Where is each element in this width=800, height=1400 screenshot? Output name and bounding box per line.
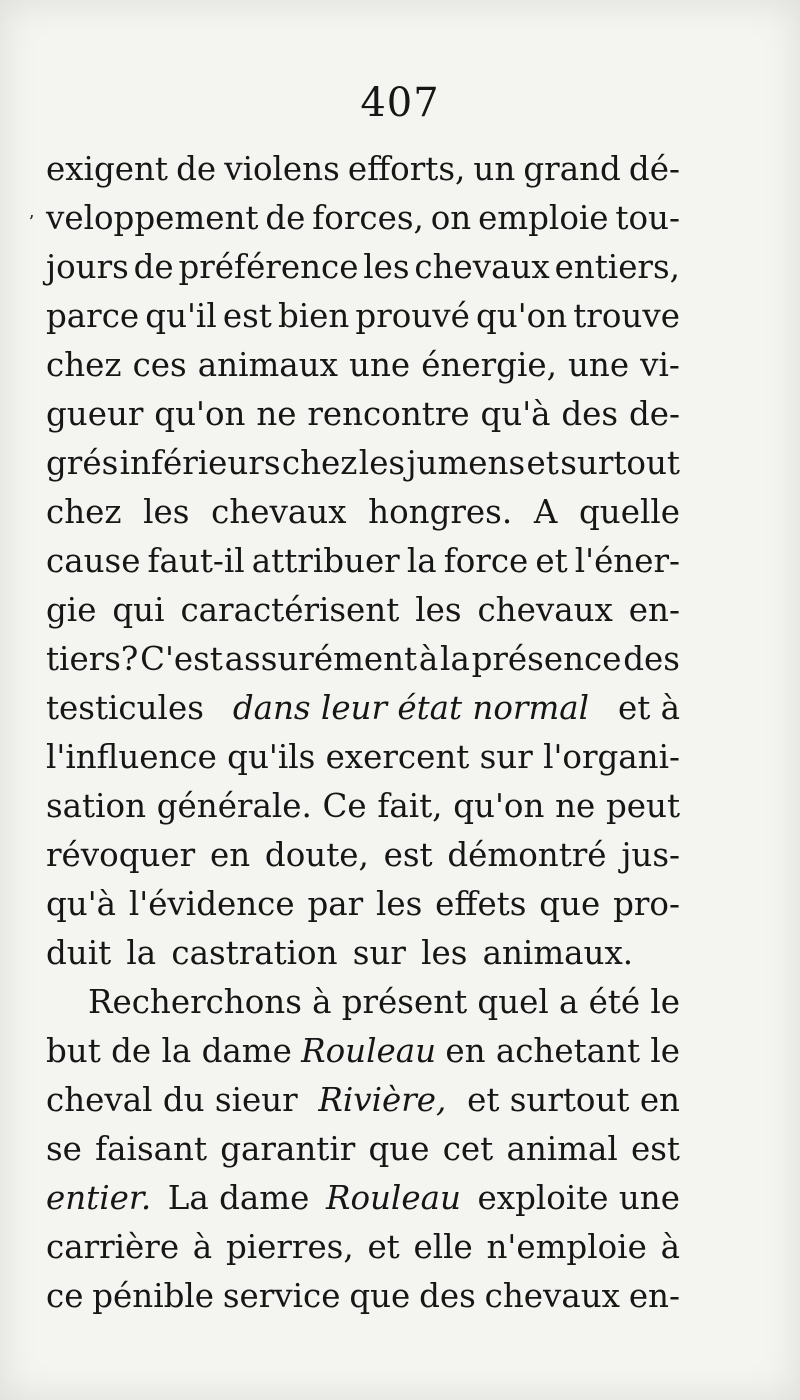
word: jours: [46, 248, 129, 286]
text-span: cheval du sieur: [46, 1081, 298, 1119]
word: se: [46, 1130, 82, 1168]
word: ne: [555, 787, 596, 825]
word: fait,: [377, 787, 443, 825]
word: les: [375, 885, 423, 923]
word: des: [419, 1277, 476, 1315]
text-line: [46, 537, 680, 586]
text-line: [46, 488, 680, 537]
text-line: [46, 978, 680, 1027]
word: hongres.: [368, 493, 513, 531]
word: qu'à: [46, 885, 117, 923]
word: générale.: [156, 787, 312, 825]
word: l'évidence: [128, 885, 295, 923]
word: chevaux: [477, 591, 613, 629]
word: pierres,: [225, 1228, 354, 1266]
word: jus-: [621, 836, 680, 874]
word: à: [660, 1228, 680, 1266]
word: est: [383, 836, 433, 874]
word: en-: [628, 1277, 680, 1315]
word: est: [222, 297, 272, 335]
word: garantir: [220, 1130, 356, 1168]
text-line: [46, 733, 680, 782]
word: le: [650, 983, 680, 1021]
page-number: 407: [360, 80, 440, 126]
word: une: [349, 346, 411, 384]
word: en-: [628, 591, 680, 629]
word: grand: [523, 150, 621, 188]
text-line: [46, 1076, 680, 1125]
word: en: [209, 836, 251, 874]
word: forces,: [312, 199, 424, 237]
word: animaux: [197, 346, 338, 384]
word: démontré: [447, 836, 607, 874]
word: de: [265, 199, 306, 237]
word: doute,: [264, 836, 369, 874]
word: chez: [46, 493, 122, 531]
word: les: [358, 444, 406, 482]
word: la: [440, 640, 470, 678]
word: l'éner-: [574, 542, 680, 580]
word: chez: [46, 346, 122, 384]
word: service: [222, 1277, 341, 1315]
text-line: [46, 1223, 680, 1272]
word: quel: [477, 983, 549, 1021]
text-line: [46, 439, 680, 488]
italic-text: dans leur état normal: [232, 689, 590, 727]
word: veloppement: [46, 199, 259, 237]
word: cet: [442, 1130, 494, 1168]
word: des: [623, 640, 680, 678]
word: cause: [46, 542, 141, 580]
text-line: [46, 1272, 680, 1321]
word: pro-: [613, 885, 680, 923]
word: parce: [46, 297, 140, 335]
word: révoquer: [46, 836, 196, 874]
word: chevaux: [484, 1277, 621, 1315]
word: à: [418, 640, 439, 678]
word: un: [473, 150, 516, 188]
word: les: [363, 248, 410, 286]
word: grés: [46, 444, 119, 482]
word: à: [192, 1228, 213, 1266]
word: A: [533, 493, 558, 531]
margin-mark: ʼ: [28, 212, 34, 233]
word: qui: [112, 591, 165, 629]
word: faisant: [95, 1130, 208, 1168]
text-line: [46, 145, 680, 194]
italic-text: entier.: [46, 1179, 152, 1217]
word: faut-il: [147, 542, 245, 580]
word: l'influence: [46, 738, 217, 776]
word: prouvé: [355, 297, 470, 335]
word: et: [367, 1228, 400, 1266]
word: que: [368, 1130, 430, 1168]
word: gie: [46, 591, 97, 629]
word: on: [430, 199, 472, 237]
text-line: [46, 782, 680, 831]
text-line: [46, 1174, 680, 1223]
word: les: [415, 591, 462, 629]
word: trouve: [573, 297, 680, 335]
word: présence: [471, 640, 622, 678]
italic-text: Rouleau: [325, 1179, 461, 1217]
word: énergie,: [421, 346, 557, 384]
word: par: [307, 885, 364, 923]
word: qu'on: [475, 297, 568, 335]
word: vi-: [640, 346, 680, 384]
word: la: [406, 542, 437, 580]
text-line: [46, 390, 680, 439]
word: exercent: [325, 738, 470, 776]
word: tiers?: [46, 640, 139, 678]
word: exigent: [46, 150, 168, 188]
word: de: [176, 150, 217, 188]
text-span: et surtout en: [467, 1081, 680, 1119]
word: jumens: [406, 444, 526, 482]
word: caractérisent: [180, 591, 400, 629]
word: Recherchons: [88, 983, 302, 1021]
text-span: testicules: [46, 689, 204, 727]
body-text: [46, 145, 680, 1321]
word: que: [349, 1277, 411, 1315]
word: n'emploie: [486, 1228, 647, 1266]
word: qu'ils: [227, 738, 316, 776]
word: emploie: [478, 199, 609, 237]
word: ce: [46, 1277, 84, 1315]
word: des: [561, 395, 619, 433]
word: attribuer: [251, 542, 400, 580]
text-span: but de la dame: [46, 1032, 292, 1070]
word: que: [539, 885, 601, 923]
word: qu'il: [145, 297, 217, 335]
text-span: exploite une: [477, 1179, 680, 1217]
word: de: [133, 248, 174, 286]
word: elle: [413, 1228, 473, 1266]
word: Ce: [322, 787, 367, 825]
word: et: [535, 542, 568, 580]
word: surtout: [560, 444, 680, 482]
text-line: [46, 880, 680, 929]
text-line: [46, 1125, 680, 1174]
text-span: et à: [617, 689, 680, 727]
word: une: [567, 346, 630, 384]
word: chevaux: [211, 493, 347, 531]
word: a: [558, 983, 579, 1021]
word: pénible: [92, 1277, 215, 1315]
word: de-: [628, 395, 680, 433]
word: efforts,: [347, 150, 466, 188]
text-line: [46, 635, 680, 684]
text-line: [46, 831, 680, 880]
word: quelle: [578, 493, 680, 531]
text-line: [46, 194, 680, 243]
word: et: [526, 444, 559, 482]
word: présent: [341, 983, 468, 1021]
word: entiers,: [554, 248, 680, 286]
word: qu'à: [480, 395, 551, 433]
word: qu'on: [453, 787, 545, 825]
word: l'organi-: [543, 738, 680, 776]
word: ne: [256, 395, 297, 433]
word: préférence: [178, 248, 359, 286]
text-line: [46, 586, 680, 635]
word: assurément: [224, 640, 418, 678]
text-line: [46, 1027, 680, 1076]
word: chez: [281, 444, 358, 482]
word: qu'on: [154, 395, 246, 433]
word: ces: [132, 346, 187, 384]
word: à: [312, 983, 332, 1021]
word: effets: [435, 885, 527, 923]
word: peut: [605, 787, 680, 825]
word: C'est: [140, 640, 223, 678]
word: inférieurs: [119, 444, 281, 482]
text-line: [46, 243, 680, 292]
word: chevaux: [414, 248, 550, 286]
word: sur: [479, 738, 533, 776]
word: est: [630, 1130, 680, 1168]
italic-text: Rivière,: [318, 1081, 447, 1119]
word: sation: [46, 787, 147, 825]
text-line: [46, 341, 680, 390]
word: tou-: [615, 199, 680, 237]
word: carrière: [46, 1228, 180, 1266]
word: été: [588, 983, 641, 1021]
text-span: en achetant le: [445, 1032, 680, 1070]
word: bien: [277, 297, 350, 335]
word: violens: [224, 150, 340, 188]
text-span: La dame: [167, 1179, 310, 1217]
word: dé-: [628, 150, 680, 188]
word: gueur: [46, 395, 144, 433]
text-line: [46, 292, 680, 341]
word: animal: [506, 1130, 618, 1168]
italic-text: Rouleau: [301, 1032, 437, 1070]
word: force: [443, 542, 529, 580]
text-line: duit la castration sur les animaux.: [46, 934, 634, 972]
text-line: [46, 684, 680, 733]
word: rencontre: [307, 395, 470, 433]
word: les: [143, 493, 190, 531]
